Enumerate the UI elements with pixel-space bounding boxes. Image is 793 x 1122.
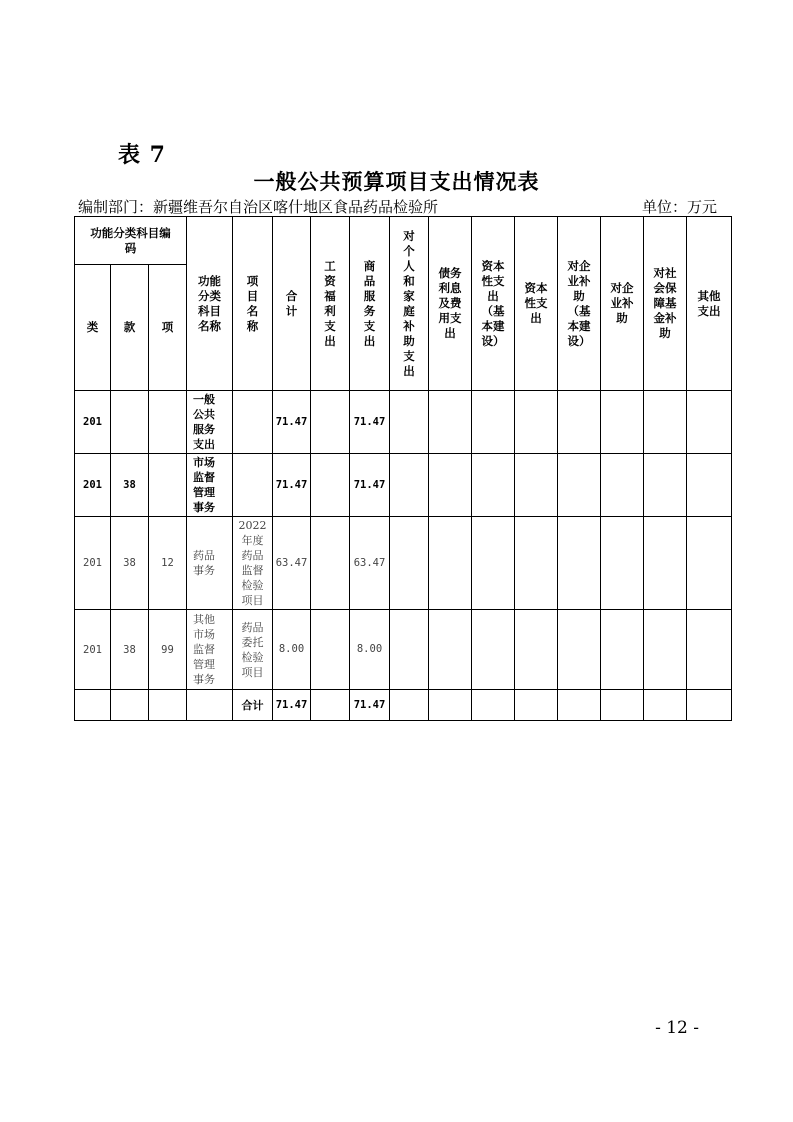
header-enterprise: 对企业补助 <box>601 217 644 391</box>
table-row <box>75 454 732 517</box>
cell-total: 71.47 <box>273 454 311 517</box>
cell-enterprise <box>601 391 644 454</box>
cell-goods: 71.47 <box>350 690 390 721</box>
cell-wage <box>311 610 350 690</box>
cell-personal <box>390 610 429 690</box>
cell-personal <box>390 517 429 610</box>
cell-xiang <box>149 690 187 721</box>
cell-kuan: 38 <box>111 517 149 610</box>
cell-other <box>687 690 732 721</box>
cell-goods: 63.47 <box>350 517 390 610</box>
cell-enterprise-basic <box>558 517 601 610</box>
cell-lei: 201 <box>75 517 111 610</box>
cell-project-name: 药品委托检验项目 <box>233 610 273 690</box>
cell-total-label: 合计 <box>233 690 273 721</box>
cell-xiang <box>149 454 187 517</box>
cell-enterprise-basic <box>558 610 601 690</box>
cell-enterprise <box>601 517 644 610</box>
cell-wage <box>311 690 350 721</box>
total-row <box>75 690 732 721</box>
header-lei: 类 <box>75 265 111 391</box>
cell-social <box>644 517 687 610</box>
cell-project-name <box>233 391 273 454</box>
cell-personal <box>390 454 429 517</box>
table-row <box>75 517 732 610</box>
cell-total: 71.47 <box>273 391 311 454</box>
cell-personal <box>390 690 429 721</box>
header-total: 合计 <box>273 217 311 391</box>
budget-table <box>74 216 732 721</box>
cell-other <box>687 391 732 454</box>
cell-wage <box>311 454 350 517</box>
header-debt-interest: 债务利息及费用支出 <box>429 217 472 391</box>
cell-goods: 8.00 <box>350 610 390 690</box>
cell-kuan: 38 <box>111 454 149 517</box>
cell-capital-basic <box>472 610 515 690</box>
cell-social <box>644 610 687 690</box>
cell-xiang: 12 <box>149 517 187 610</box>
cell-other <box>687 454 732 517</box>
table-label: 表 7 <box>118 142 166 168</box>
cell-debt <box>429 517 472 610</box>
cell-capital <box>515 391 558 454</box>
header-capital-basic: 资本性支出（基本建设） <box>472 217 515 391</box>
cell-capital-basic <box>472 517 515 610</box>
cell-function-name: 其他市场监督管理事务 <box>187 610 233 690</box>
header-other: 其他支出 <box>687 217 732 391</box>
cell-function-name: 药品事务 <box>187 517 233 610</box>
cell-capital-basic <box>472 454 515 517</box>
cell-lei <box>75 690 111 721</box>
department-label: 编制部门：新疆维吾尔自治区喀什地区食品药品检验所 <box>78 198 439 216</box>
cell-debt <box>429 454 472 517</box>
cell-capital <box>515 454 558 517</box>
table-row <box>75 391 732 454</box>
cell-function-name <box>187 690 233 721</box>
cell-goods: 71.47 <box>350 391 390 454</box>
cell-xiang: 99 <box>149 610 187 690</box>
header-function-code: 功能分类科目编码 <box>75 217 187 265</box>
cell-xiang <box>149 391 187 454</box>
cell-total: 8.00 <box>273 610 311 690</box>
cell-enterprise-basic <box>558 454 601 517</box>
cell-debt <box>429 391 472 454</box>
header-row-1 <box>75 217 732 265</box>
page-number: - 12 - <box>655 1018 699 1038</box>
cell-enterprise <box>601 690 644 721</box>
header-wage: 工资福利支出 <box>311 217 350 391</box>
cell-lei: 201 <box>75 454 111 517</box>
cell-function-name: 市场监督管理事务 <box>187 454 233 517</box>
cell-kuan <box>111 391 149 454</box>
cell-lei: 201 <box>75 391 111 454</box>
header-kuan: 款 <box>111 265 149 391</box>
cell-capital-basic <box>472 391 515 454</box>
cell-enterprise-basic <box>558 690 601 721</box>
cell-enterprise <box>601 610 644 690</box>
cell-social <box>644 391 687 454</box>
cell-other <box>687 517 732 610</box>
cell-capital <box>515 610 558 690</box>
cell-total: 71.47 <box>273 690 311 721</box>
cell-function-name: 一般公共服务支出 <box>187 391 233 454</box>
cell-wage <box>311 517 350 610</box>
header-function-name: 功能分类科目名称 <box>187 217 233 391</box>
cell-kuan <box>111 690 149 721</box>
cell-project-name: 2022年度药品监督检验项目 <box>233 517 273 610</box>
cell-wage <box>311 391 350 454</box>
cell-social <box>644 690 687 721</box>
cell-kuan: 38 <box>111 610 149 690</box>
unit-label: 单位：万元 <box>641 198 717 216</box>
cell-debt <box>429 610 472 690</box>
cell-other <box>687 610 732 690</box>
cell-goods: 71.47 <box>350 454 390 517</box>
header-goods-services: 商品服务支出 <box>350 217 390 391</box>
cell-capital <box>515 517 558 610</box>
cell-lei: 201 <box>75 610 111 690</box>
header-social-security: 对社会保障基金补助 <box>644 217 687 391</box>
cell-enterprise <box>601 454 644 517</box>
cell-enterprise-basic <box>558 391 601 454</box>
cell-capital <box>515 690 558 721</box>
cell-total: 63.47 <box>273 517 311 610</box>
header-xiang: 项 <box>149 265 187 391</box>
cell-personal <box>390 391 429 454</box>
cell-capital-basic <box>472 690 515 721</box>
table-row <box>75 610 732 690</box>
cell-debt <box>429 690 472 721</box>
cell-social <box>644 454 687 517</box>
header-project-name: 项目名称 <box>233 217 273 391</box>
header-enterprise-basic: 对企业补助（基本建设） <box>558 217 601 391</box>
header-personal-subsidy: 对个人和家庭补助支出 <box>390 217 429 391</box>
header-capital: 资本性支出 <box>515 217 558 391</box>
page-title: 一般公共预算项目支出情况表 <box>253 169 540 194</box>
cell-project-name <box>233 454 273 517</box>
